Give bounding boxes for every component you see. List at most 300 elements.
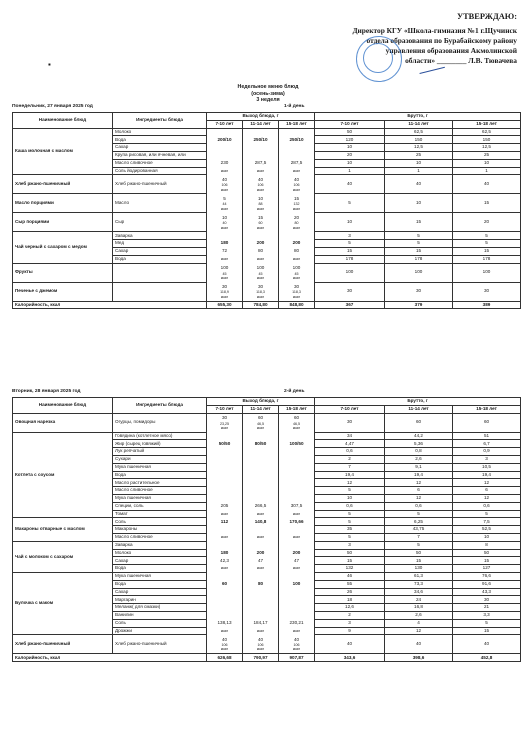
total-gross: 367	[315, 301, 385, 309]
output-cell	[207, 463, 243, 471]
gross-value: 127	[453, 565, 521, 573]
output-value: 180	[207, 240, 243, 248]
kcal-unit: ккал	[292, 426, 301, 431]
output-value: 250/10	[243, 136, 279, 144]
output-cell	[243, 479, 279, 487]
kcal-value: 80	[243, 247, 279, 255]
ingredient-name: Масло	[113, 194, 207, 213]
ingredient-name: Сухари	[113, 455, 207, 463]
gross-value: 15	[315, 247, 385, 255]
kcal-value: 44	[222, 202, 227, 207]
output-value: 30	[221, 283, 228, 289]
gross-value: 12	[385, 479, 453, 487]
gross-value: 3	[315, 541, 385, 549]
output-cell	[243, 232, 279, 240]
menu-title-season: (осень-зима)	[251, 90, 285, 97]
gross-value: 10	[453, 533, 521, 541]
output-cell	[279, 471, 315, 479]
gross-value: 6,25	[385, 518, 453, 526]
gross-value: 12	[385, 627, 453, 635]
gross-value: 20	[453, 213, 521, 232]
gross-value: 1	[453, 167, 521, 175]
ingredient-name: Мука пшеничная	[113, 494, 207, 502]
output-cell	[279, 455, 315, 463]
kcal-unit: ккал	[256, 647, 265, 652]
day2-header	[12, 389, 322, 396]
gross-value: 30	[453, 282, 521, 301]
ingredient-name: Вода	[113, 471, 207, 479]
kcal-unit: ккал	[243, 627, 279, 635]
output-cell	[207, 635, 243, 654]
ingredient-name: Масло растительное	[113, 479, 207, 487]
kcal-value: 287,5	[243, 159, 279, 167]
dish-name: Котлета с соусом	[13, 432, 113, 518]
ingredient-name: Сахар	[113, 144, 207, 152]
table-header-row	[13, 113, 521, 121]
total-row	[13, 301, 521, 309]
gross-value: 130	[385, 565, 453, 573]
age-column-header: 7-10 лет	[207, 120, 243, 128]
gross-value: 0,6	[315, 502, 385, 510]
ingredient-name: Заварка	[113, 541, 207, 549]
output-cell	[207, 596, 243, 604]
gross-value: 5	[385, 510, 453, 518]
kcal-value: 230,21	[279, 619, 315, 627]
kcal-unit: ккал	[207, 565, 243, 573]
gross-value: 10	[385, 194, 453, 213]
output-cell	[243, 175, 279, 194]
output-value: 200	[243, 549, 279, 557]
kcal-value: 230	[207, 159, 243, 167]
output-cell	[243, 194, 279, 213]
output-cell	[243, 263, 279, 282]
dish-name: Сыр порциями	[13, 213, 113, 232]
table-header-row	[13, 398, 521, 406]
dish-name: Овощная нарезка	[13, 413, 113, 432]
output-cell	[207, 604, 243, 612]
output-cell	[279, 432, 315, 440]
approval-line: управления образования Акмолинской	[385, 46, 517, 55]
output-cell	[207, 479, 243, 487]
output-cell	[243, 541, 279, 549]
output-cell	[279, 463, 315, 471]
kcal-unit: ккал	[207, 255, 243, 263]
ingredient-name: Мука пшеничная	[113, 463, 207, 471]
kcal-value: 118,3	[292, 290, 301, 295]
gross-value: 50	[453, 549, 521, 557]
gross-value: 25	[453, 151, 521, 159]
gross-value: 91,6	[453, 580, 521, 588]
menu-title	[203, 84, 333, 104]
dish-name: Масло порциями	[13, 194, 113, 213]
output-value: 15	[257, 214, 264, 220]
gross-value: 15	[453, 627, 521, 635]
gross-value: 55	[315, 580, 385, 588]
dish-name: Чай черный с сахаром с медом	[13, 232, 113, 263]
gross-value: 5,36	[385, 440, 453, 448]
age-column-header: 11-14 лет	[385, 405, 453, 413]
gross-value: 178	[385, 255, 453, 263]
age-column-header: 7-10 лет	[207, 405, 243, 413]
gross-value: 44,2	[385, 432, 453, 440]
approval-line: области» ________ Л.В. Тювачева	[405, 56, 517, 65]
output-value: 40	[221, 176, 228, 182]
output-cell	[207, 128, 243, 136]
output-value: 60	[257, 415, 264, 421]
gross-value: 60	[453, 413, 521, 432]
kcal-value: 140,8	[243, 518, 279, 526]
output-cell	[207, 487, 243, 495]
kcal-value: 112	[207, 518, 243, 526]
kcal-unit: ккал	[279, 565, 315, 573]
output-cell	[207, 494, 243, 502]
table-row	[13, 213, 521, 232]
gross-value: 178	[453, 255, 521, 263]
ingredient-name: Жир (сырец говяжий)	[113, 440, 207, 448]
gross-value: 5	[385, 240, 453, 248]
kcal-value: 40	[222, 221, 227, 226]
kcal-unit: ккал	[292, 187, 301, 192]
dish-name: Печенье с джемом	[13, 282, 113, 301]
kcal-unit: ккал	[220, 294, 229, 299]
table-row	[13, 432, 521, 440]
menu-title-week: 3 неделя	[256, 97, 280, 104]
age-column-header: 7-10 лет	[315, 405, 385, 413]
ingredient-name: Хлеб ржано-пшеничный	[113, 635, 207, 654]
output-cell	[243, 432, 279, 440]
output-cell	[207, 282, 243, 301]
table-row	[13, 541, 521, 549]
kcal-unit: ккал	[279, 533, 315, 541]
kcal-value: 80	[279, 247, 315, 255]
gross-value: 15	[453, 557, 521, 565]
output-value: 15	[293, 195, 300, 201]
ingredient-name: Вода	[113, 580, 207, 588]
gross-value: 40	[385, 175, 453, 194]
gross-value: 15	[315, 557, 385, 565]
ingredient-name: Сахар	[113, 557, 207, 565]
kcal-value: 184,17	[243, 619, 279, 627]
output-cell	[279, 596, 315, 604]
gross-value: 1	[385, 167, 453, 175]
ingredient-name: Масло сливочное	[113, 533, 207, 541]
gross-value: 12,6	[315, 604, 385, 612]
kcal-unit: ккал	[279, 627, 315, 635]
gross-value: 18	[315, 596, 385, 604]
output-cell	[243, 635, 279, 654]
ingredient-name: Масло сливочное	[113, 487, 207, 495]
output-value: 40	[221, 636, 228, 642]
gross-value: 5	[315, 240, 385, 248]
output-value: 40	[257, 176, 264, 182]
kcal-value: 307,5	[279, 502, 315, 510]
output-cell	[207, 588, 243, 596]
gross-column-header: Брутто, г	[315, 113, 521, 121]
dish-name: Фрукты	[13, 263, 113, 282]
output-cell	[279, 194, 315, 213]
kcal-unit: ккал	[220, 275, 229, 280]
gross-value: 10	[315, 213, 385, 232]
gross-value: 15	[385, 557, 453, 565]
gross-value: 5	[315, 194, 385, 213]
kcal-unit: ккал	[292, 294, 301, 299]
output-cell	[279, 588, 315, 596]
ingredient-name: Молоко	[113, 549, 207, 557]
age-column-header: 11-14 лет	[243, 120, 279, 128]
kcal-value: 46,5	[293, 421, 300, 426]
gross-value: 12,5	[385, 144, 453, 152]
gross-value: 178	[315, 255, 385, 263]
gross-value: 10	[453, 159, 521, 167]
total-gross: 398,6	[385, 654, 453, 662]
output-cell	[279, 213, 315, 232]
kcal-value: 45	[222, 271, 227, 276]
gross-value: 35	[315, 526, 385, 534]
total-output: 655,30	[207, 301, 243, 309]
output-cell	[207, 541, 243, 549]
gross-value: 19,4	[315, 471, 385, 479]
output-value: 10	[221, 214, 228, 220]
output-value: 100/50	[279, 440, 315, 448]
output-value: 60	[293, 415, 300, 421]
total-label: Калорийность, ккал	[13, 654, 207, 662]
gross-value: 2,6	[385, 455, 453, 463]
gross-value: 50	[385, 549, 453, 557]
gross-value: 1	[315, 167, 385, 175]
table-row	[13, 232, 521, 240]
age-column-header: 15-18 лет	[279, 120, 315, 128]
kcal-unit: ккал	[243, 510, 279, 518]
gross-value: 132	[315, 565, 385, 573]
kcal-unit: ккал	[220, 647, 229, 652]
table-row	[13, 518, 521, 526]
gross-value: 12	[315, 479, 385, 487]
output-cell	[279, 282, 315, 301]
output-cell	[243, 494, 279, 502]
gross-value: 5	[385, 541, 453, 549]
output-value: 30	[257, 283, 264, 289]
kcal-unit: ккал	[279, 255, 315, 263]
total-output: 626,68	[207, 654, 243, 662]
output-cell	[279, 413, 315, 432]
gross-value: 73,3	[385, 580, 453, 588]
total-output: 848,80	[279, 301, 315, 309]
ingredient-name	[113, 282, 207, 301]
kcal-unit: ккал	[256, 426, 265, 431]
gross-value: 15	[385, 213, 453, 232]
kcal-unit: ккал	[256, 225, 265, 230]
output-cell	[207, 151, 243, 159]
gross-value: 10	[315, 494, 385, 502]
kcal-value: 106	[257, 183, 264, 188]
output-value: 20	[293, 214, 300, 220]
gross-value: 5	[453, 510, 521, 518]
output-cell	[279, 635, 315, 654]
ingredient-name: Хлеб ржано-пшеничный	[113, 175, 207, 194]
output-cell	[207, 213, 243, 232]
output-cell	[243, 526, 279, 534]
gross-value: 43,3	[453, 588, 521, 596]
day1-label: 1-й день	[284, 104, 305, 109]
kcal-value: 45	[258, 271, 263, 276]
kcal-value: 118,9	[220, 290, 229, 295]
total-gross: 452,8	[453, 654, 521, 662]
output-cell	[207, 471, 243, 479]
ingredient-name: Меланж( для смазки)	[113, 604, 207, 612]
output-cell	[207, 455, 243, 463]
gross-value: 12	[453, 479, 521, 487]
output-cell	[279, 263, 315, 282]
ingredient-name: Вода	[113, 565, 207, 573]
gross-value: 6	[453, 487, 521, 495]
gross-value: 12	[453, 494, 521, 502]
kcal-value: 205	[207, 502, 243, 510]
kcal-unit: ккал	[279, 167, 315, 175]
output-value: 200	[279, 240, 315, 248]
dish-name: Чай с молоком с сахаром	[13, 541, 113, 572]
gross-value: 7	[315, 463, 385, 471]
age-column-header: 15-18 лет	[453, 405, 521, 413]
kcal-value: 106	[293, 183, 300, 188]
ingredient-name: Вода	[113, 136, 207, 144]
ingredients-column-header: Ингредиенты блюда	[113, 113, 207, 129]
ingredient-name: Ванилин	[113, 611, 207, 619]
gross-value: 5	[315, 510, 385, 518]
output-cell	[279, 151, 315, 159]
output-cell	[243, 144, 279, 152]
table-row	[13, 282, 521, 301]
output-value: 30	[221, 415, 228, 421]
approval-line: отдела образования по Бурабайскому району	[366, 36, 517, 45]
ingredient-name	[113, 263, 207, 282]
gross-value: 10	[385, 159, 453, 167]
dish-column-header: Наименование блюд	[13, 113, 113, 129]
gross-column-header: Брутто, г	[315, 398, 521, 406]
output-value: 200/10	[207, 136, 243, 144]
kcal-unit: ккал	[207, 510, 243, 518]
bullet-mark-icon: ▪	[48, 60, 51, 69]
kcal-unit: ккал	[220, 206, 229, 211]
gross-value: 100	[385, 263, 453, 282]
output-value: 250/10	[279, 136, 315, 144]
gross-value: 26	[315, 588, 385, 596]
gross-value: 10,5	[453, 463, 521, 471]
gross-value: 120	[315, 136, 385, 144]
gross-value: 10	[315, 159, 385, 167]
dish-name: Булочка с маком	[13, 572, 113, 634]
gross-value: 15	[453, 247, 521, 255]
kcal-value: 170,66	[279, 518, 315, 526]
ingredient-name: Заварка	[113, 232, 207, 240]
kcal-value: 106	[221, 183, 228, 188]
output-cell	[279, 144, 315, 152]
dish-name: Хлеб ржано-пшеничный	[13, 175, 113, 194]
output-cell	[207, 448, 243, 456]
kcal-unit: ккал	[243, 533, 279, 541]
age-column-header: 15-18 лет	[453, 120, 521, 128]
gross-value: 7,5	[453, 518, 521, 526]
gross-value: 0,6	[385, 502, 453, 510]
output-cell	[207, 175, 243, 194]
output-cell	[279, 128, 315, 136]
output-value: 180	[207, 549, 243, 557]
gross-value: 100	[315, 263, 385, 282]
kcal-value: 287,5	[279, 159, 315, 167]
output-cell	[279, 448, 315, 456]
output-cell	[207, 526, 243, 534]
output-cell	[243, 471, 279, 479]
output-cell	[207, 232, 243, 240]
output-cell	[207, 432, 243, 440]
output-cell	[207, 572, 243, 580]
kcal-unit: ккал	[220, 187, 229, 192]
total-gross: 379	[385, 301, 453, 309]
gross-value: 50	[315, 549, 385, 557]
gross-value: 24	[385, 596, 453, 604]
kcal-value: 47	[243, 557, 279, 565]
gross-value: 150	[453, 136, 521, 144]
output-value: 10	[257, 195, 264, 201]
output-column-header: Выход блюда, г	[207, 398, 315, 406]
output-cell	[243, 128, 279, 136]
kcal-unit: ккал	[292, 206, 301, 211]
gross-value: 4,47	[315, 440, 385, 448]
kcal-unit: ккал	[292, 275, 301, 280]
kcal-value: 138,13	[207, 619, 243, 627]
approval-heading: УТВЕРЖДАЮ:	[456, 12, 517, 21]
output-cell	[243, 213, 279, 232]
day2-date: Вторник, 28 января 2025 год	[12, 389, 81, 394]
gross-value: 40	[453, 175, 521, 194]
kcal-value: 118,3	[256, 290, 265, 295]
menu-title-line: Недельное меню блюд	[237, 84, 299, 90]
kcal-value: 106	[221, 643, 228, 648]
day1-menu-table	[12, 112, 521, 309]
gross-value: 21	[453, 604, 521, 612]
gross-value: 5	[453, 619, 521, 627]
gross-value: 10	[315, 144, 385, 152]
age-column-header: 15-18 лет	[279, 405, 315, 413]
output-column-header: Выход блюда, г	[207, 113, 315, 121]
table-row	[13, 635, 521, 654]
gross-value: 9,1	[385, 463, 453, 471]
gross-value: 5	[315, 487, 385, 495]
kcal-unit: ккал	[256, 187, 265, 192]
output-value: 200	[243, 240, 279, 248]
gross-value: 34	[315, 432, 385, 440]
table-row	[13, 175, 521, 194]
output-cell	[243, 448, 279, 456]
gross-value: 2	[315, 611, 385, 619]
total-row	[13, 654, 521, 662]
output-value: 100	[292, 265, 301, 271]
age-column-header: 11-14 лет	[385, 120, 453, 128]
gross-value: 0,8	[385, 448, 453, 456]
output-value: 100	[279, 580, 315, 588]
output-cell	[243, 463, 279, 471]
output-value: 30	[293, 283, 300, 289]
gross-value: 2,6	[385, 611, 453, 619]
output-cell	[243, 455, 279, 463]
kcal-unit: ккал	[256, 275, 265, 280]
gross-value: 7	[385, 533, 453, 541]
total-output: 907,87	[279, 654, 315, 662]
gross-value: 43,75	[385, 526, 453, 534]
kcal-unit: ккал	[292, 225, 301, 230]
gross-value: 34,6	[385, 588, 453, 596]
dish-name: Макароны отварные с маслом	[13, 518, 113, 541]
dish-column-header: Наименование блюд	[13, 398, 113, 414]
